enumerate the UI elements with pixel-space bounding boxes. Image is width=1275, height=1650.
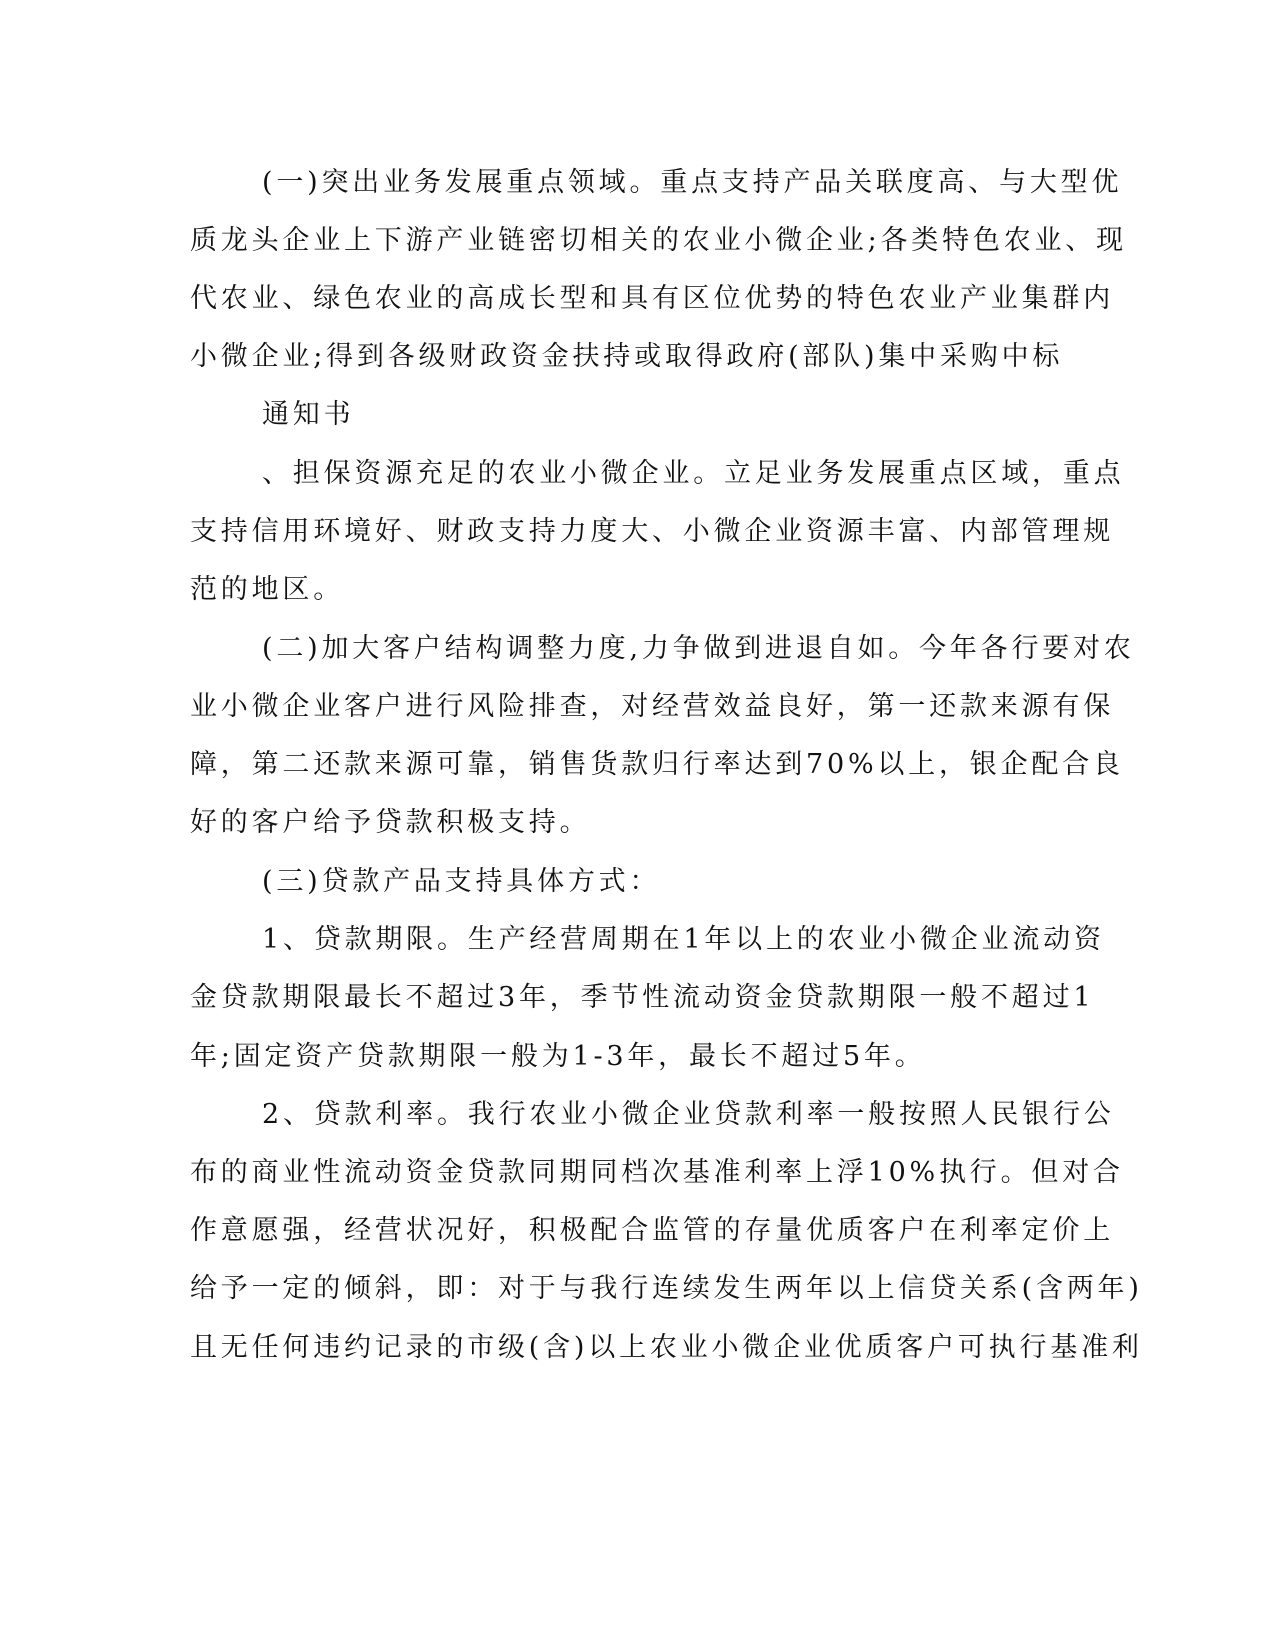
paragraph-4-line-3: 障，第二还款来源可靠，销售货款归行率达到70%以上，银企配合良: [190, 749, 1124, 780]
paragraph-7-line-2: 布的商业性流动资金贷款同期同档次基准利率上浮10%执行。但对合: [190, 1157, 1124, 1188]
paragraph-4-line-1: (二)加大客户结构调整力度,力争做到进退自如。今年各行要对农: [262, 633, 1135, 664]
paragraph-1-line-1: (一)突出业务发展重点领域。重点支持产品关联度高、与大型优: [262, 167, 1123, 198]
paragraph-7-line-1: 2、贷款利率。我行农业小微企业贷款利率一般按照人民银行公: [262, 1099, 1115, 1130]
paragraph-2-line-1: 通知书: [262, 399, 355, 430]
paragraph-5-line-1: (三)贷款产品支持具体方式：: [262, 866, 661, 897]
paragraph-3-line-3: 范的地区。: [190, 574, 344, 605]
paragraph-7-line-3: 作意愿强，经营状况好，积极配合监管的存量优质客户在利率定价上: [190, 1215, 1114, 1246]
paragraph-1-line-4: 小微企业;得到各级财政资金扶持或取得政府(部队)集中采购中标: [190, 341, 1064, 372]
paragraph-6-line-3: 年;固定资产贷款期限一般为1-3年，最长不超过5年。: [190, 1041, 926, 1072]
paragraph-1-line-3: 代农业、绿色农业的高成长型和具有区位优势的特色农业产业集群内: [190, 283, 1114, 314]
paragraph-7-line-5: 且无任何违约记录的市级(含)以上农业小微企业优质客户可执行基准利: [190, 1332, 1143, 1363]
paragraph-6-line-1: 1、贷款期限。生产经营周期在1年以上的农业小微企业流动资: [262, 924, 1105, 955]
paragraph-6-line-2: 金贷款期限最长不超过3年，季节性流动资金贷款期限一般不超过1: [190, 982, 1095, 1013]
paragraph-3-line-1: 、担保资源充足的农业小微企业。立足业务发展重点区域，重点: [262, 458, 1125, 489]
paragraph-7-line-4: 给予一定的倾斜，即：对于与我行连续发生两年以上信贷关系(含两年): [190, 1273, 1143, 1304]
paragraph-1-line-2: 质龙头企业上下游产业链密切相关的农业小微企业;各类特色农业、现: [190, 225, 1127, 256]
paragraph-3-line-2: 支持信用环境好、财政支持力度大、小微企业资源丰富、内部管理规: [190, 516, 1114, 547]
paragraph-4-line-2: 业小微企业客户进行风险排查，对经营效益良好，第一还款来源有保: [190, 691, 1114, 722]
paragraph-4-line-4: 好的客户给予贷款积极支持。: [190, 807, 591, 838]
